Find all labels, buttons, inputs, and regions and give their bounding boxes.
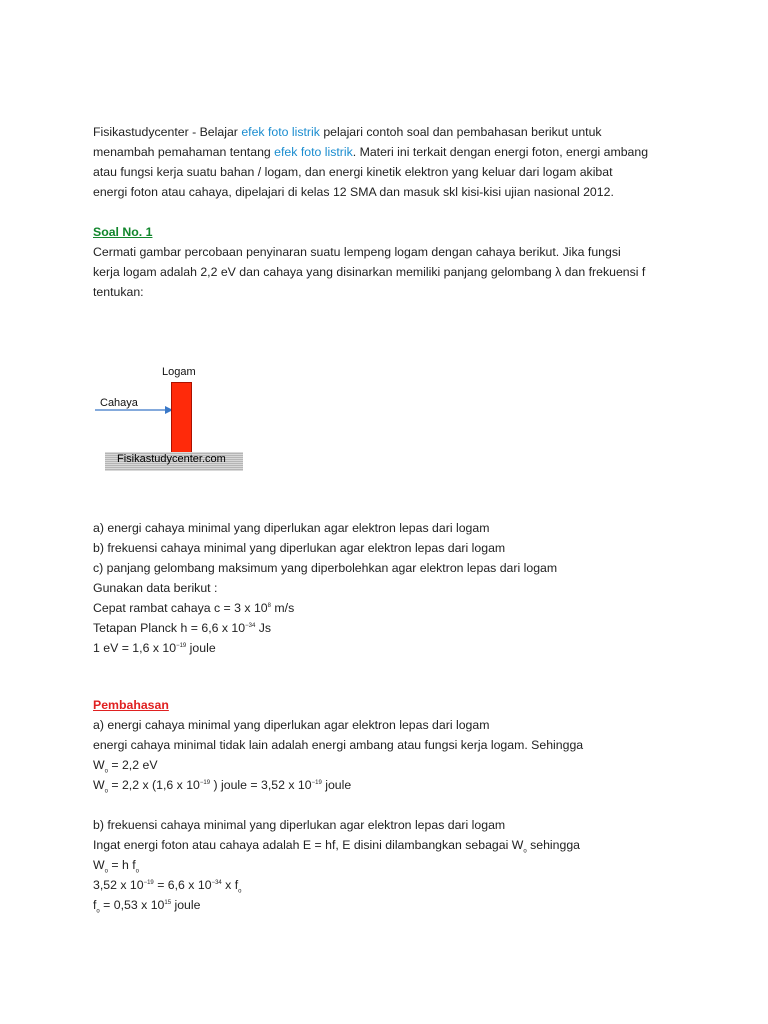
pembahasan-b-text: Ingat energi foton atau cahaya adalah E = hf, E disini dilambangkan sebagai $W_o$ sehingga <box>93 838 581 855</box>
soal-heading: Soal No. 1 <box>93 225 153 239</box>
pembahasan-a-text: energi cahaya minimal tidak lain adalah energi ambang atau fungsi kerja logam. Sehingga <box>93 738 584 752</box>
pembahasan-a-title: a) energi cahaya minimal yang diperlukan agar elektron lepas dari logam <box>93 718 490 732</box>
intro-text: menambah pemahaman tentang <box>93 145 275 159</box>
soal-line-2: kerja logam adalah 2,2 eV dan cahaya yang disinarkan memiliki panjang gelombang λ dan frekuensi f <box>93 265 646 279</box>
gunakan-data: Gunakan data berikut : <box>93 581 218 595</box>
soal-line-1: Cermati gambar percobaan penyinaran suatu lempeng logam dengan cahaya berikut. Jika fungsi <box>93 245 621 259</box>
article <box>93 122 693 915</box>
equation-wo-joule: $W_o = 2,2$ x (1,6 x $10^{-19}$ ) joule = 3,52 x $10^{-19}$ joule <box>93 778 352 795</box>
equation-wo-hf: $W_o = h$ $f_o$ <box>93 858 139 875</box>
intro-text: Fisikastudycenter - Belajar <box>93 125 242 139</box>
pembahasan-heading: Pembahasan <box>93 698 169 712</box>
intro-line-3: atau fungsi kerja suatu bahan / logam, dan energi kinetik elektron yang keluar dari logam akibat <box>93 165 613 179</box>
equation-wo-ev: $W_o = 2,2$ eV <box>93 758 158 775</box>
intro-text: pelajari contoh soal dan pembahasan berikut untuk <box>319 125 602 139</box>
data-planck: Tetapan Planck h = 6,6 x $10^{-34}$ Js <box>93 621 272 635</box>
light-arrow-icon <box>93 404 175 416</box>
intro-line-4: energi foton atau cahaya, dipelajari di kelas 12 SMA dan masuk skl kisi-kisi ujian nasional 2012. <box>93 185 614 199</box>
link-efek-foto-listrik-1[interactable]: efek foto listrik <box>241 125 320 139</box>
question-c: c) panjang gelombang maksimum yang diperbolehkan agar elektron lepas dari logam <box>93 561 558 575</box>
soal-line-3: tentukan: <box>93 285 144 299</box>
question-b: b) frekuensi cahaya minimal yang diperlukan agar elektron lepas dari logam <box>93 541 506 555</box>
data-ev: 1 eV = 1,6 x $10^{-19}$ joule <box>93 641 216 655</box>
data-light-speed: Cepat rambat cahaya c = 3 x $10^8$ m/s <box>93 601 295 615</box>
intro-line-1 <box>93 122 693 142</box>
label-logam: Logam <box>162 366 196 378</box>
question-a: a) energi cahaya minimal yang diperlukan agar elektron lepas dari logam <box>93 521 490 535</box>
watermark-text: Fisikastudycenter.com <box>117 453 226 465</box>
pembahasan-b-title: b) frekuensi cahaya minimal yang diperlukan agar elektron lepas dari logam <box>93 818 506 832</box>
equation-substitution: 3,52 x $10^{-19} = 6,6$ x $10^{-34}$ x $f_o$ <box>93 878 242 895</box>
intro-text: . Materi ini terkait dengan energi foton, energi ambang <box>352 145 649 159</box>
label-cahaya: Cahaya <box>100 397 138 409</box>
link-efek-foto-listrik-2[interactable]: efek foto listrik <box>274 145 353 159</box>
metal-plate <box>171 382 192 453</box>
intro-line-2 <box>93 142 693 162</box>
equation-fo-result: $f_o = 0,53$ x $10^{15}$ joule <box>93 898 201 915</box>
experiment-figure <box>93 364 253 484</box>
